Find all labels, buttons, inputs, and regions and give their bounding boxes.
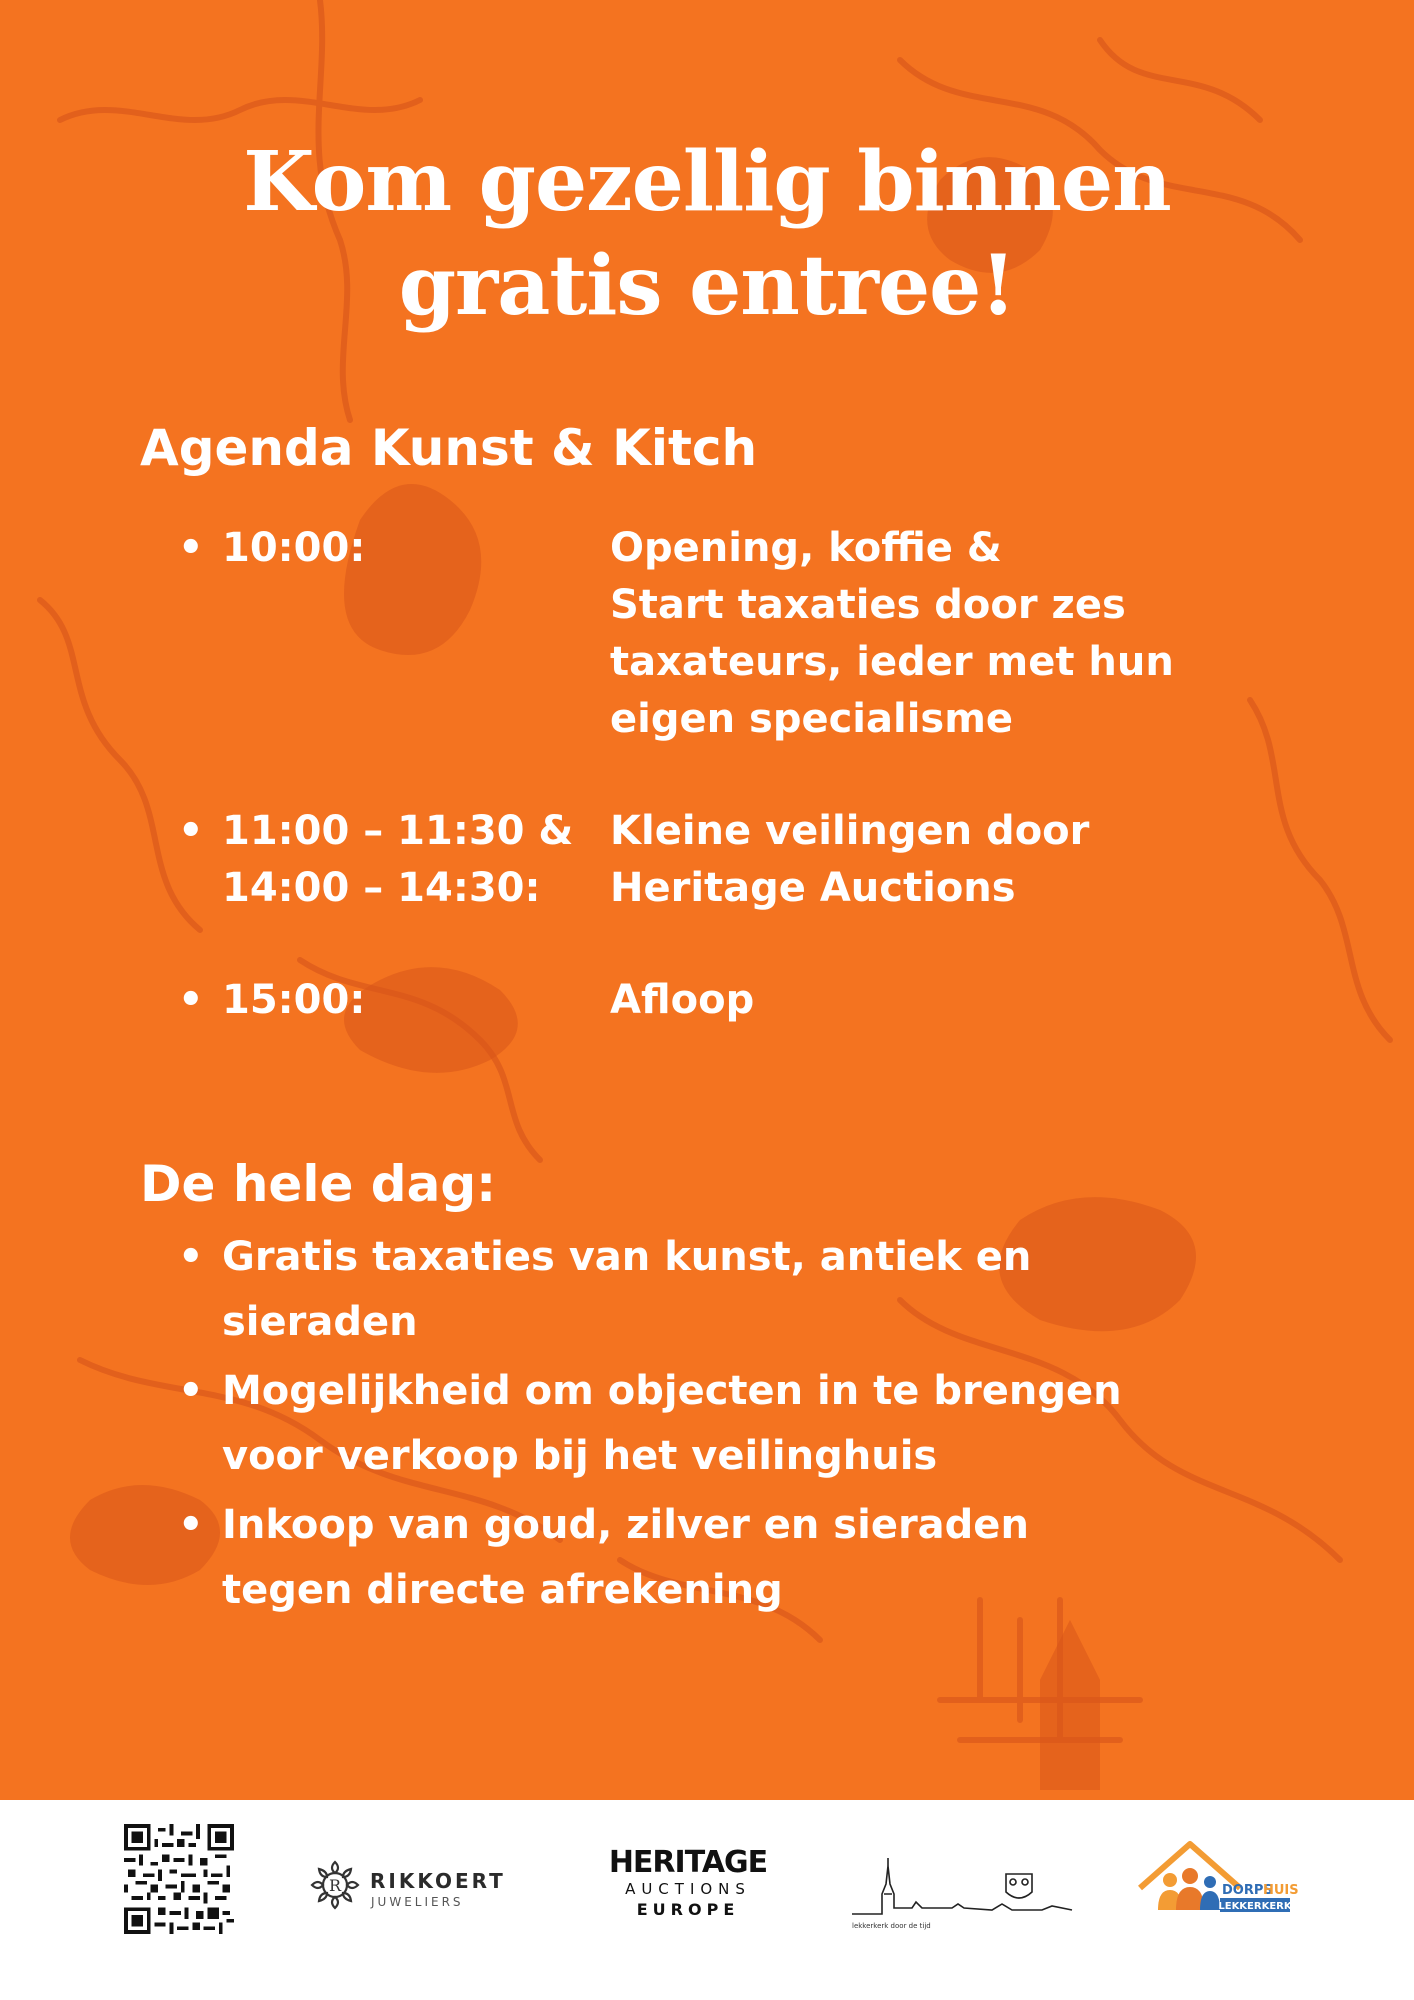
bullet-icon: • [178,808,204,854]
heritage-line-1: HERITAGE [608,1845,768,1880]
rikkoert-juweliers-logo[interactable] [300,1850,525,1920]
whole-day-item [178,1359,1328,1489]
heritage-line-3: EUROPE [636,1900,740,1919]
bullet-icon: • [178,977,204,1023]
whole-day-list [178,1225,1328,1627]
whole-day-text: Mogelijkheid om objecten in te brengen voor verkoop bij het veilinghuis [222,1368,1122,1479]
agenda-time: 11:00 – 11:30 & 14:00 – 14:30: [222,808,574,911]
rikkoert-sub: JUWELIERS [371,1895,464,1909]
lekkerkerk-door-de-tijd-logo[interactable] [842,1844,1082,1934]
agenda-description: Afloop [610,977,755,1023]
whole-day-item [178,1493,1328,1623]
village-crest-icon [1006,1874,1032,1898]
agenda-title: Agenda Kunst & Kitch [140,419,758,477]
sponsor-footer [0,1800,1414,2000]
agenda-description: Kleine veilingen door Heritage Auctions [610,808,1090,911]
bullet-icon: • [178,1368,204,1414]
family-icon [1158,1868,1220,1910]
castle-skyline-icon [852,1858,1072,1914]
heritage-line-2: AUCTIONS [625,1880,751,1898]
whole-day-title: De hele dag: [140,1155,497,1213]
lekkerkerk-caption: lekkerkerk door de tijd [852,1922,931,1930]
whole-day-text: Inkoop van goud, zilver en sieraden tegen directe afrekening [222,1502,1029,1613]
headline-line-2: gratis entree! [398,238,1016,334]
bullet-icon: • [178,1234,204,1280]
dorpshuis-lekkerkerk-logo[interactable] [1130,1836,1299,1936]
bullet-icon: • [178,1502,204,1548]
dorpshuis-line-2: LEKKERKERK [1218,1901,1292,1912]
agenda-time: 15:00: [222,977,366,1023]
rikkoert-name: RIKKOERT [370,1869,506,1893]
agenda-time: 10:00: [222,525,366,571]
dorpshuis-part-1: DORPS [1222,1883,1273,1898]
whole-day-item [178,1225,1328,1355]
agenda-list [178,520,1358,1029]
dorpshuis-part-2: HUIS [1263,1883,1299,1898]
headline-line-1: Kom gezellig binnen [243,134,1171,230]
agenda-item [178,803,1358,917]
agenda-item [178,972,1358,1029]
heritage-auctions-logo[interactable] [598,1842,778,1932]
bullet-icon: • [178,525,204,571]
agenda-description: Opening, koffie & Start taxaties door zes taxateurs, ieder met hun eigen specialisme [610,525,1174,742]
rikkoert-monogram: R [328,1876,342,1895]
headline [0,130,1414,338]
qr-code-icon[interactable] [124,1824,234,1934]
agenda-item [178,520,1358,748]
whole-day-text: Gratis taxaties van kunst, antiek en sieraden [222,1234,1032,1345]
